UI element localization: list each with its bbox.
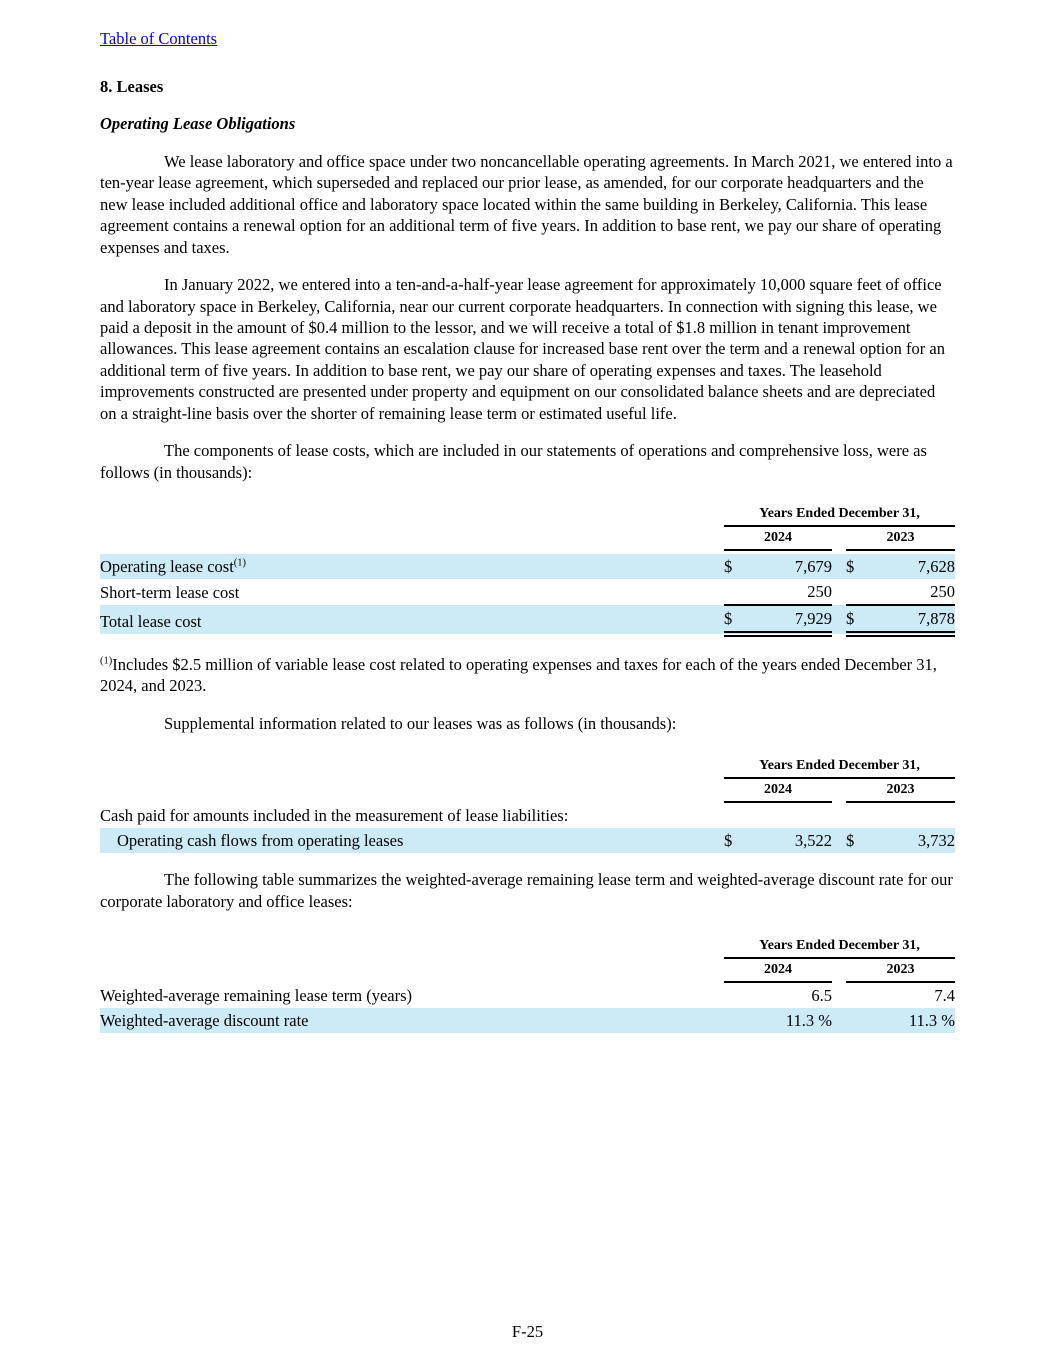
value-2023: 7,878: [872, 605, 955, 634]
paragraph-lease-overview: We lease laboratory and office space under two noncancellable operating agreements. In March 2021, we entered into a ten-year lease agreement, which superseded and replaced our prior lease, as amended, for our corporate headquarters and the new lease included additional office and laboratory space located within the same building in Berkeley, California. This lease agreement contains a renewal option for an additional term of five years. In addition to base rent, we pay our share of operating expenses and taxes.: [100, 151, 953, 257]
currency-symbol: $: [846, 554, 872, 579]
year-header-2023: 2023: [846, 778, 955, 802]
currency-symbol: [724, 579, 750, 605]
period-header: Years Ended December 31,: [724, 505, 955, 526]
year-header-row: [100, 526, 955, 550]
paragraph-supplemental-intro: Supplemental information related to our leases was as follows (in thousands):: [164, 713, 677, 733]
year-header-2023: 2023: [846, 958, 955, 982]
footnote-ref: (1): [233, 557, 247, 569]
row-label: Operating lease cost: [100, 557, 234, 576]
paragraph-lease-costs-intro: The components of lease costs, which are included in our statements of operations and comprehensive loss, were as follows (in thousands):: [100, 441, 927, 482]
lease-cost-components-table: [100, 505, 955, 637]
year-header-2023: 2023: [846, 526, 955, 550]
currency-symbol: $: [846, 828, 872, 853]
value-2023: 7.4: [934, 986, 956, 1006]
supplemental-cash-flow-table: [100, 757, 955, 853]
period-header-row: [100, 937, 955, 958]
currency-symbol: [846, 579, 872, 605]
value-2024: 7,929: [750, 605, 832, 634]
section-label: Cash paid for amounts included in the measurement of lease liabilities:: [100, 806, 569, 826]
row-short-term-lease-cost: [100, 579, 955, 605]
year-header-row: [100, 778, 955, 802]
lease-term-discount-rate-table: [100, 937, 955, 1033]
row-label: Weighted-average discount rate: [100, 1011, 309, 1031]
row-discount-rate: [100, 1008, 955, 1033]
period-header-row: [100, 757, 955, 778]
year-header-row: [100, 958, 955, 982]
page-number: F-25: [511, 1322, 544, 1341]
subsection-heading: Operating Lease Obligations: [100, 114, 296, 134]
row-label: Operating cash flows from operating leases: [117, 831, 404, 851]
paragraph-jan-2022-lease: In January 2022, we entered into a ten-and-a-half-year lease agreement for approximately 10,000 square feet of office and laboratory space in Berkeley, California, near our current corporate headquarters. In connection with signing this lease, we paid a deposit in the amount of $0.4 million to the lessor, and we will receive a total of $1.8 million in tenant improvement allowances. This lease agreement contains an escalation clause for increased base rent over the term and a renewal option for an additional term of five years. In addition to base rent, we pay our share of operating expenses and taxes. The leasehold improvements constructed are presented under property and equipment on our consolidated balance sheets and are depreciated on a straight-line basis over the shorter of remaining lease term or estimated useful life.: [100, 275, 945, 423]
currency-symbol: $: [724, 554, 750, 579]
paragraph-weighted-average-intro: The following table summarizes the weighted-average remaining lease term and weighted-average discount rate for our corporate laboratory and office leases:: [100, 870, 953, 911]
value-2024: 7,679: [750, 554, 832, 579]
row-label: Weighted-average remaining lease term (years): [100, 986, 413, 1006]
currency-symbol: [846, 982, 872, 1008]
period-header-row: [100, 505, 955, 526]
currency-symbol: $: [846, 605, 872, 634]
year-header-2024: 2024: [724, 778, 832, 802]
year-header-2024: 2024: [724, 958, 832, 982]
row-total-lease-cost: [100, 605, 955, 634]
value-2023: 7,628: [872, 554, 955, 579]
table-of-contents-link[interactable]: Table of Contents: [100, 29, 218, 48]
value-2024: 6.5: [811, 986, 832, 1006]
currency-symbol: $: [724, 828, 750, 853]
period-header: Years Ended December 31,: [724, 937, 955, 958]
period-header: Years Ended December 31,: [724, 757, 955, 778]
value-2024: 3,522: [750, 828, 832, 853]
row-operating-cash-flows: [100, 828, 955, 853]
currency-symbol: [846, 1008, 872, 1033]
row-label: Short-term lease cost: [100, 583, 240, 602]
section-heading: 8. Leases: [100, 77, 164, 96]
currency-symbol: $: [724, 605, 750, 634]
value-2023: 250: [872, 579, 955, 605]
currency-symbol: [724, 982, 750, 1008]
row-label: Total lease cost: [100, 612, 202, 631]
row-remaining-lease-term: [100, 982, 955, 1008]
row-operating-lease-cost: [100, 554, 955, 579]
footnote-1: [100, 654, 955, 697]
currency-symbol: [724, 1008, 750, 1033]
value-2023: 3,732: [872, 828, 955, 853]
value-2024: 250: [750, 579, 832, 605]
value-2023: 11.3 %: [872, 1008, 955, 1033]
year-header-2024: 2024: [724, 526, 832, 550]
footnote-marker: (1): [100, 655, 113, 667]
footnote-text: Includes $2.5 million of variable lease cost related to operating expenses and taxes for each of the years ended December 31, 2024, and 2023.: [100, 655, 937, 696]
row-cash-paid-section: [100, 802, 955, 828]
value-2024: 11.3 %: [750, 1008, 832, 1033]
